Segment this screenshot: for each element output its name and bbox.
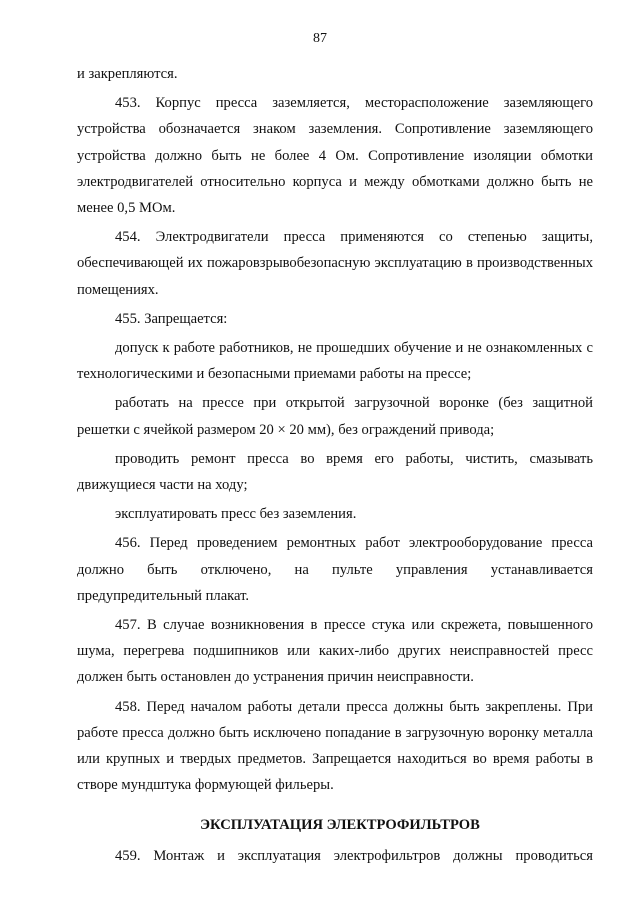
list-item-no-grounding: эксплуатировать пресс без заземления. [115, 506, 357, 523]
paragraph-456: 456. Перед проведением ремонтных работ электрооборудование пресса должно быть отключено, на пульте управления устанавливается предупредительный плакат. [77, 535, 593, 604]
list-item-repair-running: проводить ремонт пресса во время его работы, чистить, смазывать движущиеся части на ходу; [77, 450, 593, 494]
page-number: 87 [313, 31, 327, 46]
paragraph-458: 458. Перед началом работы детали пресса должны быть закреплены. При работе пресса должно быть исключено попадание в загрузочную воронку металла или крупных и твердых предметов. Запрещается находиться во время работы в створе мундштука формующей фильеры. [77, 698, 593, 794]
paragraph-453: 453. Корпус пресса заземляется, месторасположение заземляющего устройства обозначается знаком заземления. Сопротивление заземляющего устройства должно быть не более 4 Ом. Сопротивление изоляции обмотки электродвигателей относительно корпуса и между обмотками должно быть не менее 0,5 МОм. [77, 95, 593, 217]
paragraph-459: 459. Монтаж и эксплуатация электрофильтров должны проводиться [115, 847, 593, 864]
paragraph-continuation: и закрепляются. [77, 66, 178, 82]
section-heading: ЭКСПЛУАТАЦИЯ ЭЛЕКТРОФИЛЬТРОВ [200, 817, 480, 834]
document-body [77, 61, 593, 869]
list-item-open-hopper: работать на прессе при открытой загрузочной воронке (без защитной решетки с ячейкой размером 20 × 20 мм), без ограждений привода; [77, 395, 593, 438]
paragraph-455: 455. Запрещается: [115, 310, 228, 327]
paragraph-454: 454. Электродвигатели пресса применяются со степенью защиты, обеспечивающей их пожаровзрывобезопасную эксплуатацию в производственных помещениях. [77, 229, 593, 298]
paragraph-457: 457. В случае возникновения в прессе стука или скрежета, повышенного шума, перегрева подшипников или каких-либо других неисправностей пресс должен быть остановлен до устранения причин неисправности. [77, 617, 593, 686]
list-item-training: допуск к работе работников, не прошедших обучение и не ознакомленных с технологическими и безопасными приемами работы на прессе; [77, 340, 593, 383]
